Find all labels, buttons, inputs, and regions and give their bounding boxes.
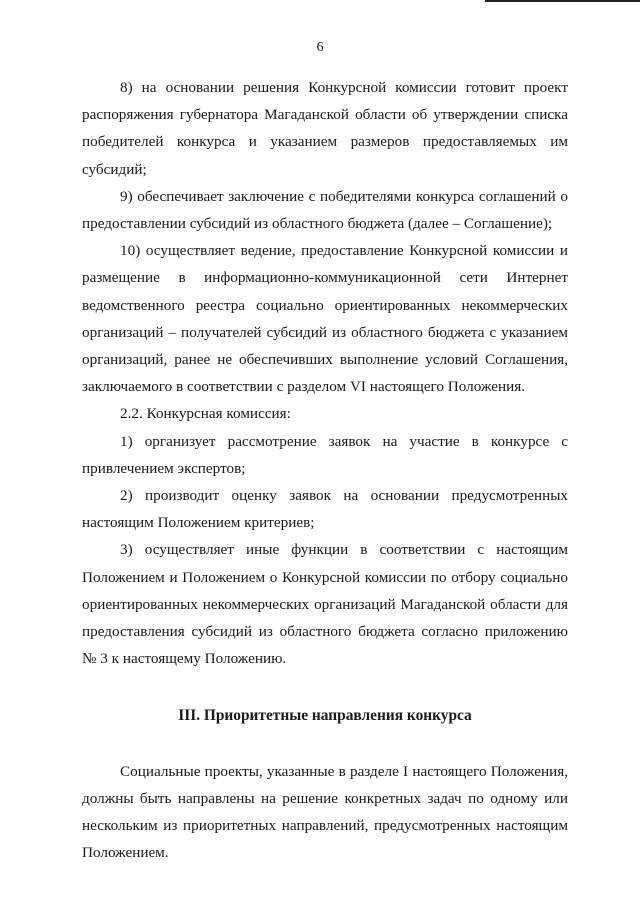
paragraph-commission-1: 1) организует рассмотрение заявок на участие в конкурсе с привлечением экспертов; bbox=[82, 432, 568, 477]
paragraph-item-10: 10) осуществляет ведение, предоставление Конкурсной комиссии и размещение в информационно-коммуникационной сети Интернет ведомственного реестра социально ориентированных некоммерческих организаций – получателей субсидий из областного бюджета с указанием организаций, ранее не обеспечивших выполнение условий Соглашения, заключаемого в соответствии с разделом VI настоящего Положения. bbox=[82, 242, 568, 396]
top-rule bbox=[485, 0, 640, 2]
paragraph-item-8: 8) на основании решения Конкурсной комиссии готовит проект распоряжения губернатора Магаданской области об утверждении списка победителей конкурса и указанием размеров предоставляемых им субсидий; bbox=[82, 79, 568, 178]
page-number: 6 bbox=[316, 40, 324, 55]
paragraph-commission-2: 2) производит оценку заявок на основании предусмотренных настоящим Положением критериев; bbox=[82, 487, 568, 532]
document-body bbox=[82, 74, 568, 866]
paragraph-commission-3: 3) осуществляет иные функции в соответствии с настоящим Положением и Положением о Конкурсной комиссии по отбору социально ориентированных некоммерческих организаций Магаданской области для предоставления субсидий из областного бюджета согласно приложению № 3 к настоящему Положению. bbox=[82, 541, 568, 668]
section-heading: III. Приоритетные направления конкурса bbox=[178, 707, 472, 725]
paragraph-2-2: 2.2. Конкурсная комиссия: bbox=[120, 405, 291, 423]
paragraph-item-9: 9) обеспечивает заключение с победителями конкурса соглашений о предоставлении субсидий из областного бюджета (далее – Соглашение); bbox=[82, 187, 568, 233]
section-paragraph: Социальные проекты, указанные в разделе I настоящего Положения, должны быть направлены на решение конкретных задач по одному или нескольким из приоритетных направлений, предусмотренных настоящим Положением. bbox=[82, 762, 568, 862]
